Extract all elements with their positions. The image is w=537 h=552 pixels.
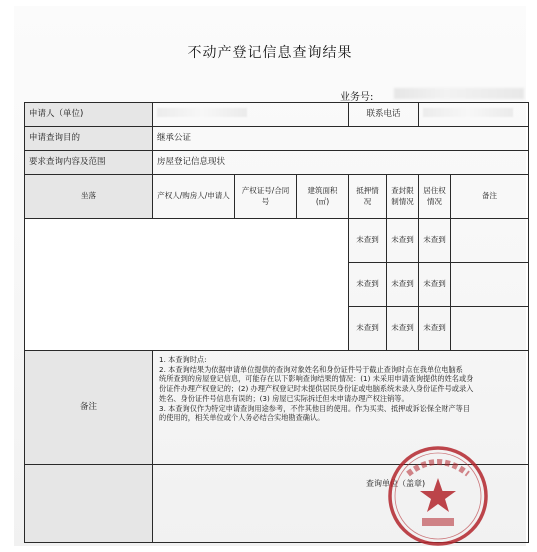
note-line: 份证件办理产权登记的；(2) 办理产权登记时未提供居民身份证或电脑系统未录入身份证件号或录入: [159, 384, 474, 394]
col-cert-no: 产权证号/合同号: [235, 175, 297, 219]
applicant-value: [153, 103, 349, 127]
document-page: [14, 6, 526, 546]
scope-value: 房屋登记信息现状: [153, 151, 529, 175]
contact-phone-label: 联系电话: [349, 103, 419, 127]
column-header-row: [25, 175, 529, 219]
footer-left-cell: [25, 465, 153, 543]
mortgage-result: 未查到: [349, 307, 387, 351]
seizure-result: 未查到: [387, 263, 419, 307]
scope-label: 要求查询内容及范围: [25, 151, 153, 175]
col-owner: 产权人/购房人/申请人: [153, 175, 235, 219]
seal-star-icon: [420, 478, 456, 512]
seizure-result: 未查到: [387, 219, 419, 263]
purpose-value: 继承公证: [153, 127, 529, 151]
table-row: [25, 219, 529, 263]
contact-phone-value: [419, 103, 529, 127]
remarks-cell: [451, 219, 529, 263]
remarks-cell: [451, 263, 529, 307]
seizure-result: 未查到: [387, 307, 419, 351]
note-line: 的使用的，相关单位或个人务必结合实地勘查确认。: [159, 413, 325, 423]
note-line: 统所查到的房屋登记信息，可能存在以下影响查询结果的情况：(1) 未采用申请查询提供的姓名或身: [159, 374, 474, 384]
col-residence: 居住权情况: [419, 175, 451, 219]
residence-result: 未查到: [419, 219, 451, 263]
official-seal-stamp: [386, 444, 490, 548]
residence-result: 未查到: [419, 307, 451, 351]
business-no-label: 业务号:: [340, 92, 374, 103]
col-seizure: 查封限制情况: [387, 175, 419, 219]
query-unit-seal-label: 查询单位（盖章): [366, 479, 426, 488]
applicant-row: [25, 103, 529, 127]
scope-row: [25, 151, 529, 175]
document-title: 不动产登记信息查询结果: [187, 45, 353, 61]
residence-result: 未查到: [419, 263, 451, 307]
applicant-label: 申请人（单位): [25, 103, 153, 127]
mortgage-result: 未查到: [349, 263, 387, 307]
mortgage-result: 未查到: [349, 219, 387, 263]
col-location: 坐落: [25, 175, 153, 219]
note-line: 3. 本查询仅作为特定申请查询用途参考，不作其他目的使用。作为买卖、抵押或诉讼保全财产等目: [159, 403, 471, 413]
col-remarks: 备注: [451, 175, 529, 219]
col-mortgage: 抵押情况: [349, 175, 387, 219]
purpose-row: [25, 127, 529, 151]
redacted-property-area: [25, 219, 349, 351]
note-line: 姓名、身份证件号信息有误的；(3) 房屋已实际拆迁但未申请办理产权注销等。: [159, 393, 409, 403]
note-line: 1. 本查询时点:: [159, 355, 207, 364]
col-area: 建筑面积(㎡): [297, 175, 349, 219]
note-line: 2. 本查询结果为依据申请单位提供的查询对象姓名和身份证件号于截止查询时点在我单位电脑系: [159, 364, 463, 374]
business-no-redacted: [394, 88, 524, 99]
purpose-label: 申请查询目的: [25, 127, 153, 151]
notes-label: 备注: [25, 351, 153, 465]
remarks-cell: [451, 307, 529, 351]
